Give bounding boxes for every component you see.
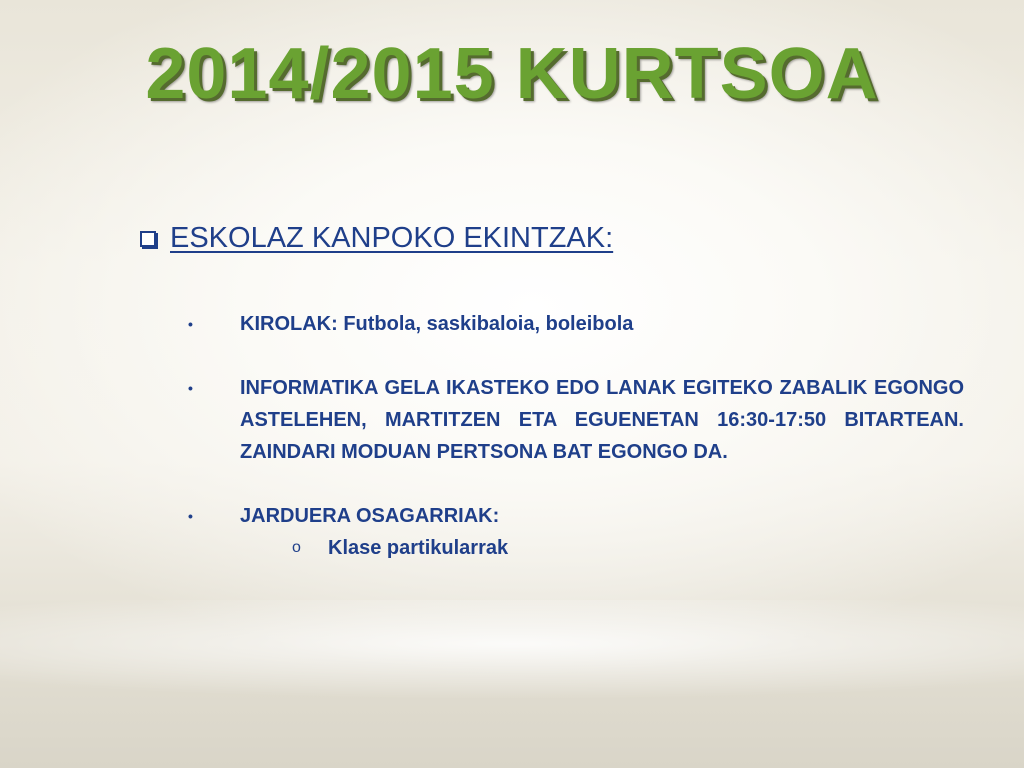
- list-item: [188, 372, 964, 468]
- bullet-icon: •: [188, 508, 193, 524]
- section-heading-text: ESKOLAZ KANPOKO EKINTZAK:: [170, 222, 614, 254]
- list-item: [188, 500, 964, 532]
- circle-bullet-icon: o: [292, 539, 301, 556]
- activity-list: [188, 308, 964, 564]
- list-item-text: INFORMATIKA GELA IKASTEKO EDO LANAK EGITEKO ZABALIK EGONGO ASTELEHEN, MARTITZEN ETA EGUENETAN 16:30-17:50 BITARTEAN. ZAINDARI MODUAN PERTSONA BAT EGONGO DA.: [240, 377, 964, 463]
- background-highlight: [0, 600, 1024, 710]
- list-item: [188, 308, 964, 340]
- checkbox-icon: [140, 231, 156, 247]
- list-item-text: JARDUERA OSAGARRIAK:: [240, 505, 500, 527]
- bullet-icon: •: [188, 380, 193, 396]
- slide-title: 2014/2015 KURTSOA: [145, 34, 879, 114]
- list-item-text: KIROLAK: Futbola, saskibaloia, boleibola: [240, 313, 634, 335]
- sub-list-item-text: Klase partikularrak: [328, 537, 509, 559]
- bullet-icon: •: [188, 316, 193, 332]
- sub-list-item: [292, 532, 964, 564]
- section-heading: [140, 224, 613, 253]
